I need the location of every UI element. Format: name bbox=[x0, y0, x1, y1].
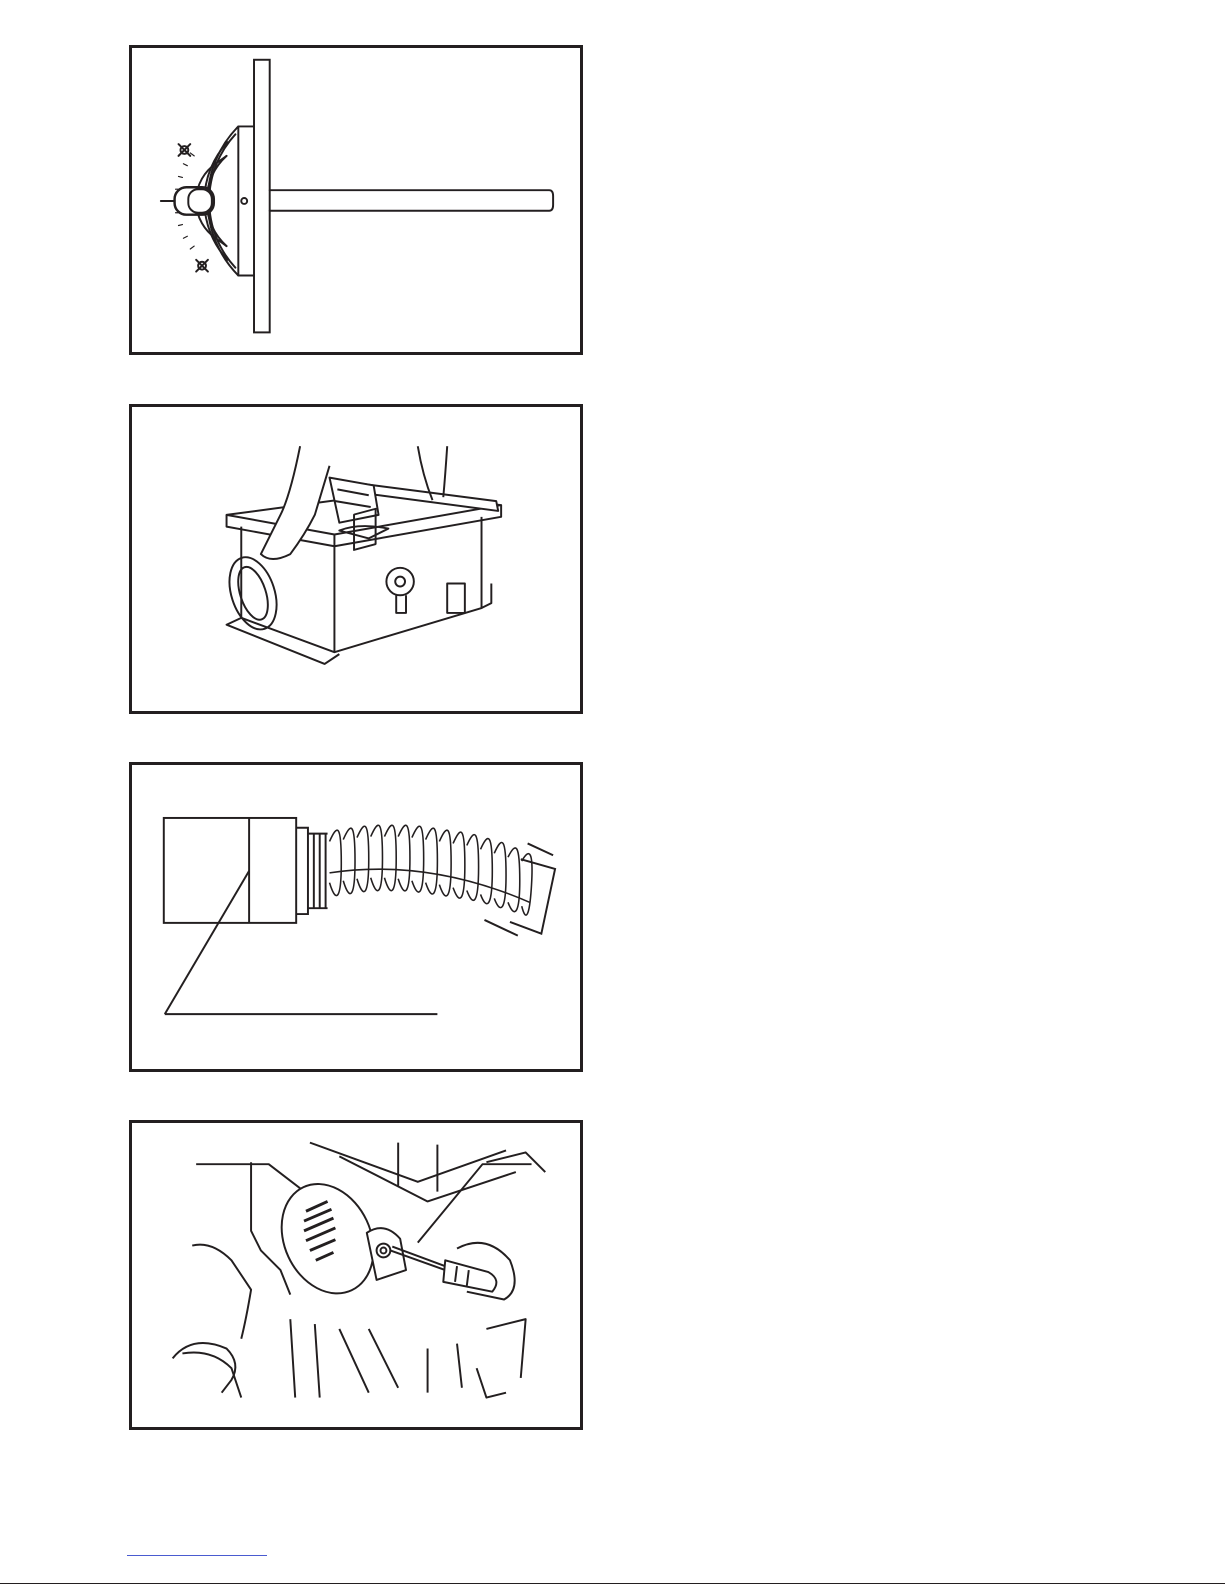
figure-carbon-brush bbox=[129, 762, 583, 1072]
figure-table-saw bbox=[129, 404, 583, 714]
footer-link-underline bbox=[127, 1555, 267, 1556]
carbon-brush-drawing bbox=[132, 765, 580, 1069]
miter-gauge-drawing bbox=[132, 48, 580, 352]
table-saw-drawing bbox=[132, 407, 580, 711]
page-bottom-rule bbox=[0, 1583, 1225, 1584]
brush-holder-cap-drawing bbox=[132, 1123, 580, 1427]
figure-brush-holder-cap bbox=[129, 1120, 583, 1430]
figure-miter-gauge bbox=[129, 45, 583, 355]
